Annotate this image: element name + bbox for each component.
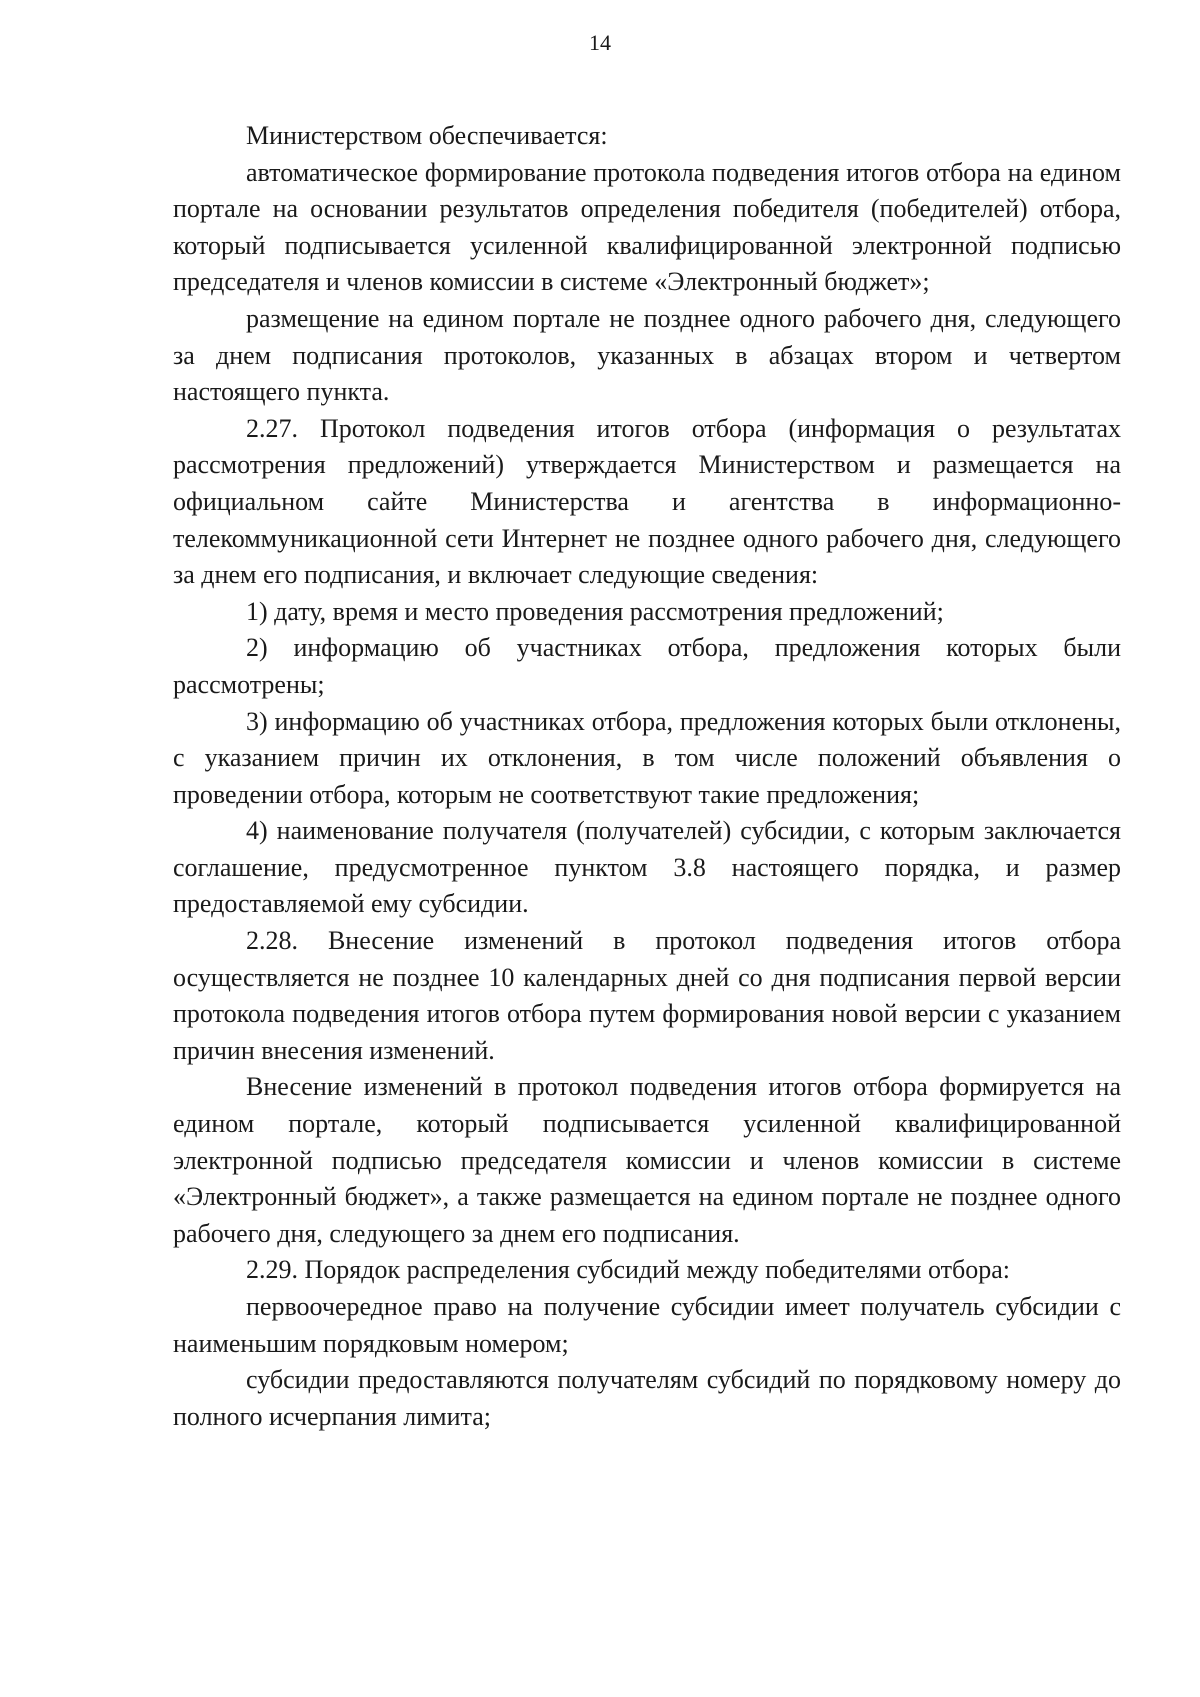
paragraph-ministry-ensures: Министерством обеспечивается: <box>246 121 608 150</box>
paragraph-item-3: 3) информацию об участниках отбора, предложения которых были отклонены, с указанием причин их отклонения, в том числе положений объявления о проведении отбора, которым не соответствуют такие предложения; <box>173 706 1121 809</box>
paragraph-2-29: 2.29. Порядок распределения субсидий между победителями отбора: <box>246 1255 1010 1285</box>
document-body <box>173 118 1121 1435</box>
paragraph-item-2: 2) информацию об участниках отбора, предложения которых были рассмотрены; <box>173 633 1121 699</box>
paragraph-2-28: 2.28. Внесение изменений в протокол подведения итогов отбора осуществляется не позднее 10 календарных дней со дня подписания первой версии протокола подведения итогов отбора путем формирования новой версии с указанием причин внесения изменений. <box>173 926 1121 1065</box>
paragraph-item-1: 1) дату, время и место проведения рассмотрения предложений; <box>246 596 944 626</box>
paragraph-item-4: 4) наименование получателя (получателей) субсидии, с которым заключается соглашение, предусмотренное пунктом 3.8 настоящего порядка, и размер предоставляемой ему субсидии. <box>173 816 1121 919</box>
paragraph-auto-protocol: автоматическое формирование протокола подведения итогов отбора на едином портале на основании результатов определения победителя (победителей) отбора, который подписывается усиленной квалифицированной электронной подписью председателя и членов комиссии в системе «Электронный бюджет»; <box>173 157 1121 297</box>
paragraph-placement: размещение на едином портале не позднее одного рабочего дня, следующего за днем подписания протоколов, указанных в абзацах втором и четвертом настоящего пункта. <box>173 303 1121 407</box>
paragraph-priority-right: первоочередное право на получение субсидии имеет получатель субсидии с наименьшим порядковым номером; <box>173 1292 1121 1358</box>
paragraph-2-27: 2.27. Протокол подведения итогов отбора (информация о результатах рассмотрения предложений) утверждается Министерством и размещается на официальном сайте Министерства и агентства в информационно-телекоммуникационной сети Интернет не позднее одного рабочего дня, следующего за днем его подписания, и включает следующие сведения: <box>173 413 1121 590</box>
paragraph-changes-portal: Внесение изменений в протокол подведения итогов отбора формируется на едином портале, который подписывается усиленной квалифицированной электронной подписью председателя комиссии и членов комиссии в системе «Электронный бюджет», а также размещается на едином портале не позднее одного рабочего дня, следующего за днем его подписания. <box>173 1072 1121 1248</box>
page-number: 14 <box>589 30 611 55</box>
paragraph-subsidy-order: субсидии предоставляются получателям субсидий по порядковому номеру до полного исчерпания лимита; <box>173 1365 1121 1431</box>
